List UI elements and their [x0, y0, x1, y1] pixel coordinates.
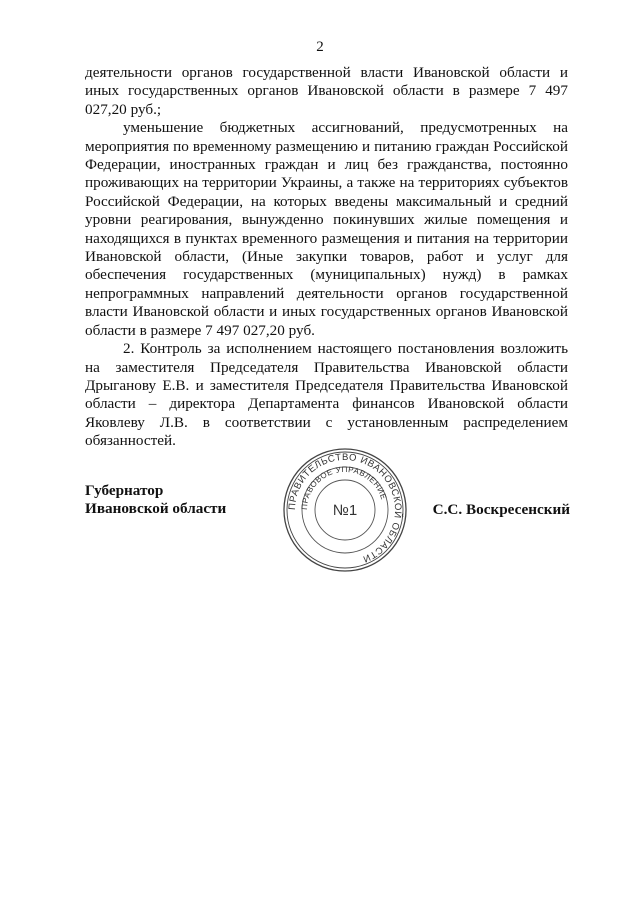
seal-inner-text: ПРАВОВОЕ УПРАВЛЕНИЕ — [299, 464, 389, 511]
seal-center-text: №1 — [332, 502, 358, 519]
paragraph-control-clause: 2. Контроль за исполнением настоящего постановления возложить на заместителя Председателя Правительства Ивановской области Дрыганову Е.В. и заместителя Председателя Правительства Ивановской области – директора Департамента финансов Ивановской области Яковлеву Л.В. в соответствии с установленным распределением обязанностей. — [85, 340, 568, 450]
position-line-1: Губернатор — [85, 482, 164, 499]
seal-graphic — [281, 446, 409, 574]
signatory-name: С.С. Воскресенский — [432, 501, 570, 518]
document-body — [85, 64, 568, 451]
seal-outer-text: ПРАВИТЕЛЬСТВО ИВАНОВСКОЙ ОБЛАСТИ — [286, 451, 404, 565]
signature-block — [85, 446, 570, 586]
paragraph-budget-reduction: уменьшение бюджетных ассигнований, предусмотренных на мероприятия по временному размещению и питанию граждан Российской Федерации, иностранных граждан и лиц без гражданства, постоянно проживающих на территории Украины, а также на территориях субъектов Российской Федерации, на которых введены максимальный и средний уровни реагирования, вынужденно покинувших жилые помещения и находящихся в пунктах временного размещения и питания на территории Ивановской области, (Иные закупки товаров, работ и услуг для обеспечения государственных (муниципальных) нужд) в рамках непрограммных направлений деятельности органов государственной власти Ивановской области и иных государственных органов Ивановской области в размере 7 497 027,20 руб. — [85, 119, 568, 339]
signatory-position — [85, 482, 226, 519]
official-seal-icon — [281, 446, 409, 574]
paragraph-continuation: деятельности органов государственной власти Ивановской области и иных государственных органов Ивановской области в размере 7 497 027,20 руб.; — [85, 64, 568, 118]
position-line-2: Ивановской области — [85, 500, 227, 518]
page-number: 2 — [316, 39, 324, 55]
